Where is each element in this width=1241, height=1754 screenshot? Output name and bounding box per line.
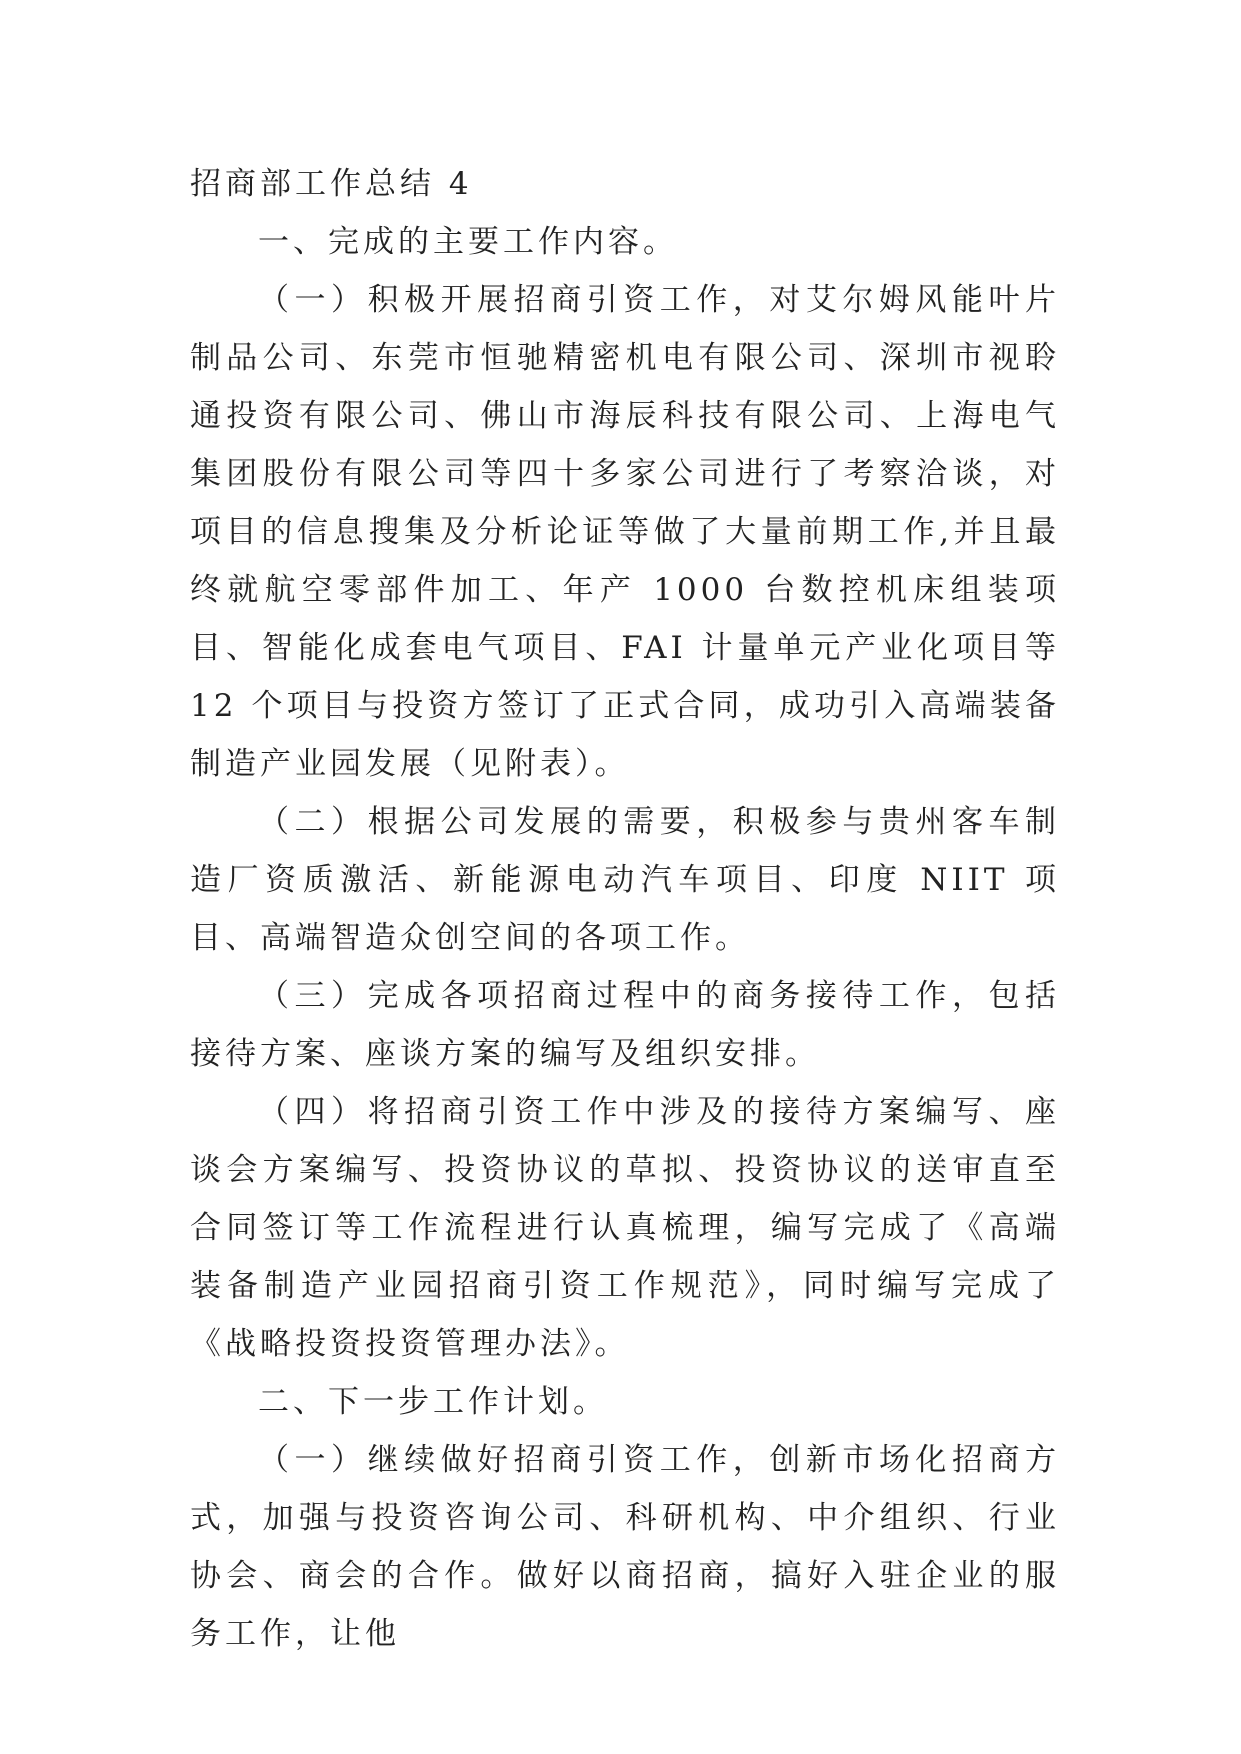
section-heading-2: 二、下一步工作计划。 — [258, 1384, 608, 1420]
document-title: 招商部工作总结 4 — [190, 166, 473, 202]
paragraph-2-1: （一）继续做好招商引资工作，创新市场化招商方式，加强与投资咨询公司、科研机构、中介组织、行业协会、商会的合作。做好以商招商，搞好入驻企业的服务工作，让他 — [190, 1442, 1060, 1652]
paragraph-1-3: （三）完成各项招商过程中的商务接待工作，包括接待方案、座谈方案的编写及组织安排。 — [190, 978, 1060, 1072]
paragraph-1-2: （二）根据公司发展的需要，积极参与贵州客车制造厂资质激活、新能源电动汽车项目、印度 NIIT 项目、高端智造众创空间的各项工作。 — [190, 804, 1060, 956]
document-body — [190, 155, 1060, 1663]
section-heading-1: 一、完成的主要工作内容。 — [258, 224, 678, 260]
paragraph-1-4: （四）将招商引资工作中涉及的接待方案编写、座谈会方案编写、投资协议的草拟、投资协议的送审直至合同签订等工作流程进行认真梳理，编写完成了《高端装备制造产业园招商引资工作规范》，同时编写完成了《战略投资投资管理办法》。 — [190, 1094, 1060, 1362]
paragraph-1-1: （一）积极开展招商引资工作，对艾尔姆风能叶片制品公司、东莞市恒驰精密机电有限公司、深圳市视聆通投资有限公司、佛山市海辰科技有限公司、上海电气集团股份有限公司等四十多家公司进行了考察洽谈，对项目的信息搜集及分析论证等做了大量前期工作,并且最终就航空零部件加工、年产 1000 台数控机床组装项目、智能化成套电气项目、FAI 计量单元产业化项目等 12 个项目与投资方签订了正式合同，成功引入高端装备制造产业园发展（见附表）。 — [190, 282, 1060, 782]
